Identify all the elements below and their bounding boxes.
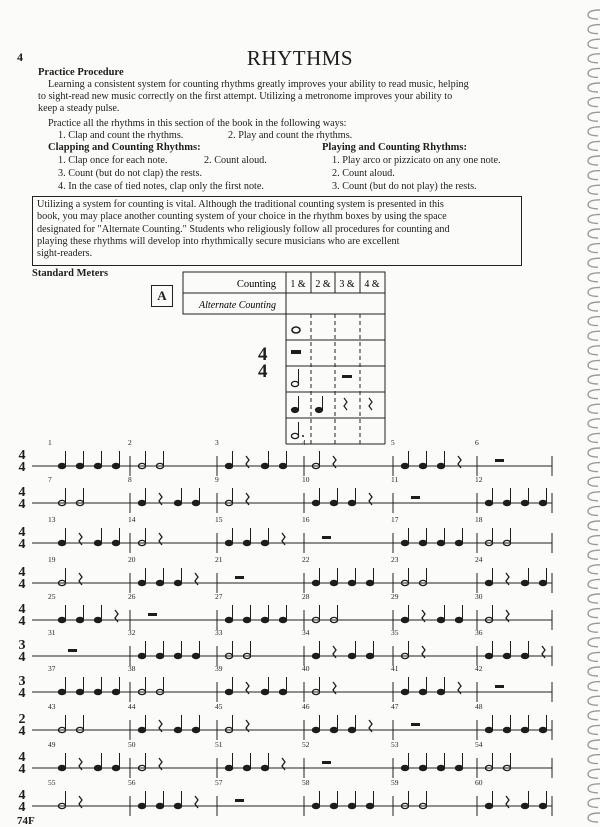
quarter-note-icon xyxy=(437,753,444,771)
rhythm-staff xyxy=(14,704,554,740)
measure-number: 40 xyxy=(302,664,310,673)
quarter-note-icon xyxy=(192,641,199,659)
quarter-note-icon xyxy=(261,528,268,546)
time-signature-digit: 4 xyxy=(18,788,26,803)
exercise-row xyxy=(14,630,554,666)
quarter-note-icon xyxy=(112,753,119,771)
measure-number: 42 xyxy=(475,664,483,673)
half-note-icon xyxy=(291,381,298,386)
quarter-note-icon xyxy=(539,791,546,809)
rhythm-staff xyxy=(14,440,554,476)
measure-number: 30 xyxy=(475,592,483,601)
ways-intro: Practice all the rhythms in this section of the book in the following ways: xyxy=(48,118,347,129)
measure-number: 29 xyxy=(391,592,399,601)
quarter-note-icon xyxy=(225,753,232,771)
quarter-note-icon xyxy=(401,528,408,546)
quarter-note-icon xyxy=(291,407,298,412)
note-line: playing these rhythms will develop into rhythmically secure musicians who are excellent xyxy=(37,235,400,247)
measure-number: 55 xyxy=(48,778,56,787)
quarter-note-icon xyxy=(156,568,163,586)
measure-number: 27 xyxy=(215,592,223,601)
measure-number: 24 xyxy=(475,555,483,564)
measure-number: 13 xyxy=(48,515,56,524)
quarter-note-icon xyxy=(455,528,462,546)
quarter-note-icon xyxy=(312,488,319,506)
quarter-note-icon xyxy=(312,568,319,586)
practice-line: to sight-read new music correctly on the first attempt. Utilizing a metronome improves your ability to xyxy=(38,91,453,102)
quarter-note-icon xyxy=(192,715,199,733)
rhythm-staff xyxy=(14,594,554,630)
quarter-rest-icon xyxy=(344,398,347,410)
time-signature-digit: 4 xyxy=(18,800,26,815)
quarter-note-icon xyxy=(94,677,101,695)
quarter-note-icon xyxy=(174,568,181,586)
measure-number: 8 xyxy=(128,475,132,484)
practice-heading: Practice Procedure xyxy=(38,67,124,78)
time-signature-digit: 3 xyxy=(18,674,26,689)
quarter-note-icon xyxy=(112,677,119,695)
measure-number: 7 xyxy=(48,475,52,484)
quarter-note-icon xyxy=(539,715,546,733)
quarter-note-icon xyxy=(330,715,337,733)
measure-number: 12 xyxy=(475,475,483,484)
whole-note-icon xyxy=(292,327,300,333)
counting-label: Counting xyxy=(236,279,276,290)
measure-number: 50 xyxy=(128,740,136,749)
time-signature-digit: 4 xyxy=(18,614,26,629)
quarter-note-icon xyxy=(58,451,65,469)
chart-ts-top: 4 xyxy=(258,344,268,365)
chart-ts-bottom: 4 xyxy=(258,361,268,382)
measure-number: 4 xyxy=(302,438,306,447)
quarter-note-icon xyxy=(243,528,250,546)
quarter-note-icon xyxy=(401,451,408,469)
beat-label: 2 & xyxy=(315,279,331,290)
time-signature-digit: 4 xyxy=(18,497,26,512)
quarter-note-icon xyxy=(225,528,232,546)
measure-number: 28 xyxy=(302,592,310,601)
quarter-note-icon xyxy=(58,605,65,623)
quarter-note-icon xyxy=(539,488,546,506)
clapping-item: 4. In the case of tied notes, clap only the first note. xyxy=(58,181,264,192)
quarter-note-icon xyxy=(485,568,492,586)
half-rest-icon xyxy=(342,375,352,378)
quarter-note-icon xyxy=(366,791,373,809)
measure-number: 35 xyxy=(391,628,399,637)
measure-number: 36 xyxy=(475,628,483,637)
section-letter-box: A xyxy=(151,285,173,307)
clapping-item: 1. Clap once for each note. xyxy=(58,155,168,166)
measure-number: 26 xyxy=(128,592,136,601)
page-title: RHYTHMS xyxy=(246,46,354,70)
quarter-note-icon xyxy=(312,791,319,809)
quarter-note-icon xyxy=(539,568,546,586)
measure-number: 5 xyxy=(391,438,395,447)
measure-number: 32 xyxy=(128,628,136,637)
quarter-note-icon xyxy=(156,791,163,809)
quarter-note-icon xyxy=(485,791,492,809)
quarter-note-icon xyxy=(521,488,528,506)
rhythm-staff xyxy=(14,557,554,593)
beat-label: 3 & xyxy=(339,279,355,290)
measure-number: 31 xyxy=(48,628,56,637)
measure-number: 53 xyxy=(391,740,399,749)
quarter-note-icon xyxy=(401,677,408,695)
quarter-note-icon xyxy=(419,451,426,469)
quarter-note-icon xyxy=(366,641,373,659)
measure-number: 51 xyxy=(215,740,223,749)
quarter-note-icon xyxy=(261,451,268,469)
quarter-note-icon xyxy=(174,641,181,659)
quarter-rest-icon xyxy=(369,398,372,410)
rhythm-staff xyxy=(14,742,554,778)
quarter-note-icon xyxy=(58,753,65,771)
quarter-note-icon xyxy=(225,451,232,469)
beat-label: 1 & xyxy=(290,279,306,290)
note-line: sight-readers. xyxy=(37,248,93,260)
quarter-note-icon xyxy=(521,715,528,733)
quarter-note-icon xyxy=(503,488,510,506)
quarter-note-icon xyxy=(419,677,426,695)
quarter-note-icon xyxy=(112,451,119,469)
quarter-note-icon xyxy=(76,677,83,695)
whole-rest-icon xyxy=(411,496,420,499)
measure-number: 37 xyxy=(48,664,56,673)
playing-item: 3. Count (but do not play) the rests. xyxy=(332,181,477,192)
measure-number: 45 xyxy=(215,702,223,711)
measure-number: 15 xyxy=(215,515,223,524)
quarter-note-icon xyxy=(279,605,286,623)
quarter-note-icon xyxy=(261,753,268,771)
measure-number: 23 xyxy=(391,555,399,564)
quarter-note-icon xyxy=(485,641,492,659)
standard-meters-heading: Standard Meters xyxy=(32,268,109,279)
rhythm-staff xyxy=(14,666,554,702)
quarter-note-icon xyxy=(437,605,444,623)
measure-number: 48 xyxy=(475,702,483,711)
quarter-note-icon xyxy=(261,677,268,695)
whole-rest-icon xyxy=(291,350,301,354)
way-item: 1. Clap and count the rhythms. xyxy=(58,130,184,141)
whole-rest-icon xyxy=(148,613,157,616)
measure-number: 52 xyxy=(302,740,310,749)
exercise-row xyxy=(14,594,554,630)
quarter-note-icon xyxy=(174,715,181,733)
measure-number: 60 xyxy=(475,778,483,787)
playing-item: 2. Count aloud. xyxy=(332,168,395,179)
quarter-note-icon xyxy=(94,528,101,546)
measure-number: 49 xyxy=(48,740,56,749)
quarter-note-icon xyxy=(485,715,492,733)
time-signature-digit: 4 xyxy=(18,762,26,777)
quarter-note-icon xyxy=(503,641,510,659)
playing-item: 1. Play arco or pizzicato on any one note. xyxy=(332,155,501,166)
rhythm-staff xyxy=(14,780,554,816)
beat-label: 4 & xyxy=(364,279,380,290)
exercise-row xyxy=(14,440,554,476)
quarter-note-icon xyxy=(330,791,337,809)
measure-number: 58 xyxy=(302,778,310,787)
time-signature-digit: 4 xyxy=(18,485,26,500)
measure-number: 21 xyxy=(215,555,223,564)
time-signature-digit: 4 xyxy=(18,577,26,592)
whole-rest-icon xyxy=(495,685,504,688)
whole-rest-icon xyxy=(235,799,244,802)
measure-number: 56 xyxy=(128,778,136,787)
exercise-row xyxy=(14,742,554,778)
quarter-note-icon xyxy=(503,715,510,733)
chart-time-signature xyxy=(258,346,268,380)
quarter-note-icon xyxy=(521,641,528,659)
measure-number: 3 xyxy=(215,438,219,447)
quarter-note-icon xyxy=(455,605,462,623)
quarter-note-icon xyxy=(455,753,462,771)
measure-number: 44 xyxy=(128,702,136,711)
exercise-row xyxy=(14,780,554,816)
quarter-note-icon xyxy=(279,677,286,695)
measure-number: 22 xyxy=(302,555,310,564)
quarter-note-icon xyxy=(138,791,145,809)
time-signature-digit: 4 xyxy=(18,686,26,701)
quarter-note-icon xyxy=(437,451,444,469)
quarter-note-icon xyxy=(94,605,101,623)
measure-number: 16 xyxy=(302,515,310,524)
clapping-heading: Clapping and Counting Rhythms: xyxy=(48,142,201,153)
spiral-binding xyxy=(582,0,600,826)
quarter-note-icon xyxy=(112,528,119,546)
way-item: 2. Play and count the rhythms. xyxy=(228,130,353,141)
practice-line: keep a steady pulse. xyxy=(38,103,120,114)
time-signature-digit: 4 xyxy=(18,750,26,765)
practice-paragraph xyxy=(38,79,558,115)
whole-rest-icon xyxy=(235,576,244,579)
time-signature-digit: 4 xyxy=(18,537,26,552)
quarter-note-icon xyxy=(437,528,444,546)
measure-number: 6 xyxy=(475,438,479,447)
whole-rest-icon xyxy=(495,459,504,462)
quarter-note-icon xyxy=(138,641,145,659)
measure-number: 39 xyxy=(215,664,223,673)
quarter-note-icon xyxy=(261,605,268,623)
clapping-item: 2. Count aloud. xyxy=(204,155,267,166)
measure-number: 33 xyxy=(215,628,223,637)
measure-number: 25 xyxy=(48,592,56,601)
page-number: 4 xyxy=(17,50,23,64)
quarter-note-icon xyxy=(174,488,181,506)
measure-number: 47 xyxy=(391,702,399,711)
measure-number: 34 xyxy=(302,628,310,637)
dotted-half-note-icon xyxy=(291,433,298,438)
rhythm-staff xyxy=(14,477,554,513)
measure-number: 38 xyxy=(128,664,136,673)
quarter-note-icon xyxy=(437,677,444,695)
quarter-note-icon xyxy=(419,528,426,546)
time-signature-digit: 4 xyxy=(18,650,26,665)
quarter-note-icon xyxy=(138,488,145,506)
quarter-note-icon xyxy=(348,488,355,506)
quarter-note-icon xyxy=(348,568,355,586)
whole-rest-icon xyxy=(322,761,331,764)
quarter-note-icon xyxy=(330,488,337,506)
quarter-note-icon xyxy=(419,753,426,771)
time-signature-digit: 4 xyxy=(18,448,26,463)
quarter-note-icon xyxy=(521,791,528,809)
time-signature-digit: 4 xyxy=(18,724,26,739)
quarter-note-icon xyxy=(312,715,319,733)
counting-note-box xyxy=(32,196,522,266)
note-line: Utilizing a system for counting is vital. Although the traditional counting system is presented in this xyxy=(37,199,444,210)
quarter-note-icon xyxy=(312,641,319,659)
note-line: book, you may place another counting system of your choice in the rhythm boxes by using the space xyxy=(37,211,447,223)
exercise-row xyxy=(14,517,554,553)
measure-number: 19 xyxy=(48,555,56,564)
measure-number: 59 xyxy=(391,778,399,787)
time-signature-digit: 4 xyxy=(18,525,26,540)
quarter-note-icon xyxy=(315,407,322,412)
practice-line: Learning a consistent system for counting rhythms greatly improves your ability to read music, helping xyxy=(48,79,469,90)
measure-number: 11 xyxy=(391,475,399,484)
measure-number: 57 xyxy=(215,778,223,787)
quarter-note-icon xyxy=(243,605,250,623)
time-signature-digit: 4 xyxy=(18,460,26,475)
measure-number: 10 xyxy=(302,475,310,484)
whole-rest-icon xyxy=(68,649,77,652)
measure-number: 41 xyxy=(391,664,399,673)
measure-number: 2 xyxy=(128,438,132,447)
measure-number: 46 xyxy=(302,702,310,711)
quarter-note-icon xyxy=(521,568,528,586)
measure-number: 18 xyxy=(475,515,483,524)
whole-rest-icon xyxy=(322,536,331,539)
measure-number: 9 xyxy=(215,475,219,484)
alternate-counting-label: Alternate Counting xyxy=(199,300,276,311)
quarter-note-icon xyxy=(192,488,199,506)
counting-chart xyxy=(180,270,390,448)
note-line: designated for "Alternate Counting." Students who religiously follow all procedures for counting and xyxy=(37,223,450,235)
quarter-note-icon xyxy=(485,488,492,506)
whole-rest-icon xyxy=(411,723,420,726)
exercise-row xyxy=(14,704,554,740)
measure-number: 20 xyxy=(128,555,136,564)
exercise-row xyxy=(14,557,554,593)
measure-number: 54 xyxy=(475,740,483,749)
time-signature-digit: 3 xyxy=(18,638,26,653)
time-signature-digit: 4 xyxy=(18,602,26,617)
rhythm-staff xyxy=(14,517,554,553)
measure-number: 43 xyxy=(48,702,56,711)
exercise-row xyxy=(14,477,554,513)
footer-code: 74F xyxy=(17,815,35,827)
clapping-item: 3. Count (but do not clap) the rests. xyxy=(58,168,203,179)
quarter-note-icon xyxy=(76,451,83,469)
quarter-note-icon xyxy=(348,641,355,659)
measure-number: 1 xyxy=(48,438,52,447)
quarter-note-icon xyxy=(348,715,355,733)
quarter-note-icon xyxy=(243,753,250,771)
quarter-note-icon xyxy=(225,677,232,695)
time-signature-digit: 4 xyxy=(18,565,26,580)
quarter-note-icon xyxy=(58,677,65,695)
quarter-note-icon xyxy=(330,568,337,586)
quarter-note-icon xyxy=(94,451,101,469)
rhythm-staff xyxy=(14,630,554,666)
quarter-note-icon xyxy=(225,605,232,623)
quarter-note-icon xyxy=(401,753,408,771)
exercise-row xyxy=(14,666,554,702)
quarter-note-icon xyxy=(138,715,145,733)
quarter-note-icon xyxy=(348,791,355,809)
quarter-note-icon xyxy=(58,528,65,546)
quarter-note-icon xyxy=(76,605,83,623)
quarter-note-icon xyxy=(401,605,408,623)
quarter-note-icon xyxy=(138,568,145,586)
playing-heading: Playing and Counting Rhythms: xyxy=(322,142,467,153)
quarter-note-icon xyxy=(174,791,181,809)
measure-number: 14 xyxy=(128,515,136,524)
quarter-note-icon xyxy=(94,753,101,771)
quarter-note-icon xyxy=(279,451,286,469)
quarter-note-icon xyxy=(156,641,163,659)
time-signature-digit: 2 xyxy=(18,712,26,727)
measure-number: 17 xyxy=(391,515,399,524)
quarter-note-icon xyxy=(366,568,373,586)
